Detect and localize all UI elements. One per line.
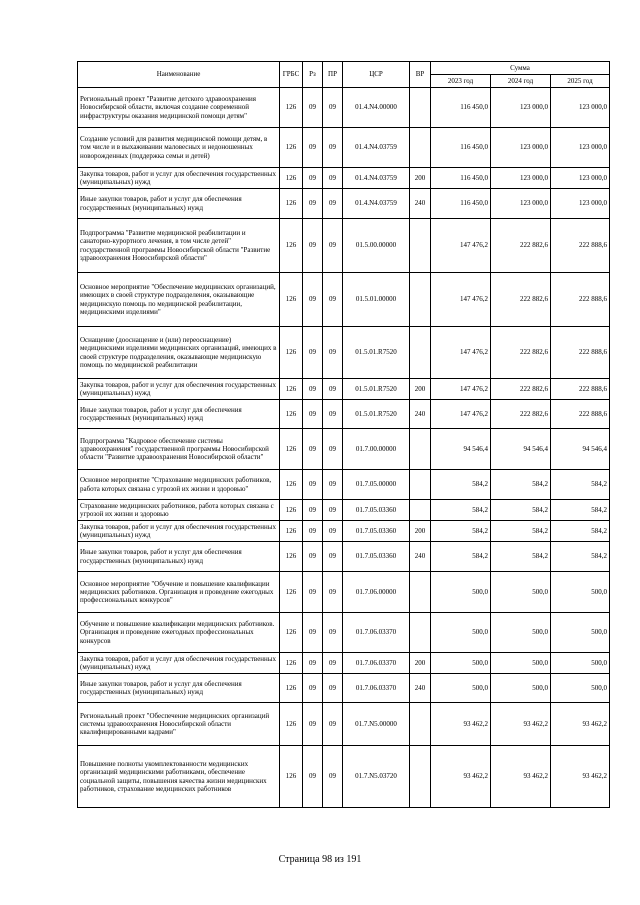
row-sum-2023-cell: 147 476,2 bbox=[431, 273, 491, 327]
row-sum-2024-cell: 222 882,6 bbox=[491, 327, 551, 379]
row-name-cell: Закупка товаров, работ и услуг для обеспечения государственных (муниципальных) нужд bbox=[78, 653, 280, 674]
row-name-cell: Подпрограмма "Кадровое обеспечение системы здравоохранения" государственной программы Новосибирской области "Развитие здравоохранения Новосибирской области" bbox=[78, 429, 280, 470]
page-number: Страница 98 из 191 bbox=[278, 854, 362, 865]
row-name-cell: Основное мероприятие "Страхование медицинских работников, работа которых связана с угрозой их жизни и здоровью" bbox=[78, 470, 280, 500]
table-row bbox=[78, 613, 610, 653]
header-vr: ВР bbox=[410, 62, 431, 88]
row-grbs-cell: 126 bbox=[280, 521, 303, 542]
row-sum-2024-cell: 123 000,0 bbox=[491, 128, 551, 168]
row-sum-2023-cell: 93 462,2 bbox=[431, 746, 491, 808]
row-rz-cell: 09 bbox=[303, 168, 323, 189]
row-grbs-cell: 126 bbox=[280, 400, 303, 429]
row-grbs-cell: 126 bbox=[280, 379, 303, 400]
row-csr-cell: 01.4.N4.00000 bbox=[343, 88, 410, 128]
row-name-cell: Закупка товаров, работ и услуг для обеспечения государственных (муниципальных) нужд bbox=[78, 379, 280, 400]
row-sum-2024-cell: 222 882,6 bbox=[491, 219, 551, 273]
header-sum: Сумма bbox=[431, 62, 610, 75]
row-sum-2023-cell: 147 476,2 bbox=[431, 379, 491, 400]
row-sum-2024-cell: 123 000,0 bbox=[491, 168, 551, 189]
row-csr-cell: 01.7.05.03360 bbox=[343, 521, 410, 542]
table-row bbox=[78, 470, 610, 500]
row-rz-cell: 09 bbox=[303, 613, 323, 653]
row-vr-cell bbox=[410, 88, 431, 128]
row-sum-2023-cell: 93 462,2 bbox=[431, 703, 491, 746]
row-sum-2025-cell: 222 888,6 bbox=[551, 400, 610, 429]
row-pr-cell: 09 bbox=[323, 327, 343, 379]
row-pr-cell: 09 bbox=[323, 572, 343, 613]
row-vr-cell: 200 bbox=[410, 653, 431, 674]
row-pr-cell: 09 bbox=[323, 168, 343, 189]
row-rz-cell: 09 bbox=[303, 703, 323, 746]
row-sum-2024-cell: 222 882,6 bbox=[491, 400, 551, 429]
row-sum-2023-cell: 147 476,2 bbox=[431, 219, 491, 273]
header-pr: ПР bbox=[323, 62, 343, 88]
row-sum-2025-cell: 500,0 bbox=[551, 674, 610, 703]
row-pr-cell: 09 bbox=[323, 542, 343, 572]
budget-table bbox=[77, 61, 610, 808]
table-row bbox=[78, 500, 610, 521]
row-pr-cell: 09 bbox=[323, 273, 343, 327]
row-sum-2024-cell: 93 462,2 bbox=[491, 746, 551, 808]
row-rz-cell: 09 bbox=[303, 327, 323, 379]
row-sum-2023-cell: 147 476,2 bbox=[431, 327, 491, 379]
row-sum-2025-cell: 222 888,6 bbox=[551, 379, 610, 400]
row-name-cell: Подпрограмма "Развитие медицинской реабилитации и санаторно-курортного лечения, в том числе детей" государственной программы Новосибирской области "Развитие здравоохранения Новосибирской области" bbox=[78, 219, 280, 273]
row-name-cell: Иные закупки товаров, работ и услуг для обеспечения государственных (муниципальных) нужд bbox=[78, 400, 280, 429]
row-rz-cell: 09 bbox=[303, 470, 323, 500]
row-vr-cell bbox=[410, 572, 431, 613]
row-vr-cell bbox=[410, 128, 431, 168]
row-vr-cell bbox=[410, 327, 431, 379]
row-sum-2024-cell: 584,2 bbox=[491, 542, 551, 572]
row-csr-cell: 01.7.05.03360 bbox=[343, 542, 410, 572]
table-row bbox=[78, 653, 610, 674]
row-sum-2025-cell: 222 888,6 bbox=[551, 273, 610, 327]
budget-table-sheet bbox=[77, 61, 609, 808]
row-pr-cell: 09 bbox=[323, 470, 343, 500]
row-grbs-cell: 126 bbox=[280, 128, 303, 168]
row-pr-cell: 09 bbox=[323, 429, 343, 470]
row-pr-cell: 09 bbox=[323, 379, 343, 400]
table-row bbox=[78, 746, 610, 808]
row-pr-cell: 09 bbox=[323, 400, 343, 429]
row-name-cell: Основное мероприятие "Обучение и повышение квалификации медицинских работников. Организация и проведение ежегодных профессиональных конкурсов" bbox=[78, 572, 280, 613]
header-name: Наименование bbox=[78, 62, 280, 88]
row-csr-cell: 01.4.N4.03759 bbox=[343, 128, 410, 168]
row-csr-cell: 01.5.01.00000 bbox=[343, 273, 410, 327]
table-row bbox=[78, 168, 610, 189]
row-grbs-cell: 126 bbox=[280, 219, 303, 273]
row-csr-cell: 01.7.06.03370 bbox=[343, 613, 410, 653]
table-row bbox=[78, 219, 610, 273]
row-vr-cell bbox=[410, 429, 431, 470]
row-sum-2025-cell: 500,0 bbox=[551, 653, 610, 674]
table-row bbox=[78, 273, 610, 327]
row-rz-cell: 09 bbox=[303, 653, 323, 674]
row-sum-2025-cell: 123 000,0 bbox=[551, 88, 610, 128]
row-name-cell: Повышение полноты укомплектованности медицинских организаций медицинскими работниками, обеспечение социальной защиты, повышения качества жизни медицинских работников, страхование медицинских работников bbox=[78, 746, 280, 808]
row-rz-cell: 09 bbox=[303, 379, 323, 400]
row-vr-cell bbox=[410, 500, 431, 521]
row-csr-cell: 01.7.N5.00000 bbox=[343, 703, 410, 746]
row-pr-cell: 09 bbox=[323, 219, 343, 273]
table-row bbox=[78, 542, 610, 572]
row-name-cell: Оснащение (дооснащение и (или) переоснащение) медицинскими изделиями медицинских организаций, имеющих в своей структуре подразделения, оказывающие медицинскую помощь по медицинской реабилитации bbox=[78, 327, 280, 379]
row-vr-cell: 200 bbox=[410, 521, 431, 542]
row-sum-2025-cell: 123 000,0 bbox=[551, 168, 610, 189]
row-grbs-cell: 126 bbox=[280, 470, 303, 500]
row-sum-2025-cell: 584,2 bbox=[551, 542, 610, 572]
row-pr-cell: 09 bbox=[323, 703, 343, 746]
row-rz-cell: 09 bbox=[303, 572, 323, 613]
table-row bbox=[78, 128, 610, 168]
row-name-cell: Иные закупки товаров, работ и услуг для обеспечения государственных (муниципальных) нужд bbox=[78, 674, 280, 703]
row-csr-cell: 01.7.00.00000 bbox=[343, 429, 410, 470]
row-grbs-cell: 126 bbox=[280, 273, 303, 327]
row-sum-2025-cell: 123 000,0 bbox=[551, 128, 610, 168]
row-pr-cell: 09 bbox=[323, 189, 343, 219]
table-row bbox=[78, 703, 610, 746]
table-row bbox=[78, 521, 610, 542]
table-row bbox=[78, 572, 610, 613]
row-sum-2024-cell: 94 546,4 bbox=[491, 429, 551, 470]
table-row bbox=[78, 429, 610, 470]
row-grbs-cell: 126 bbox=[280, 653, 303, 674]
row-sum-2025-cell: 222 888,6 bbox=[551, 219, 610, 273]
row-name-cell: Иные закупки товаров, работ и услуг для обеспечения государственных (муниципальных) нужд bbox=[78, 542, 280, 572]
row-sum-2024-cell: 500,0 bbox=[491, 613, 551, 653]
row-rz-cell: 09 bbox=[303, 219, 323, 273]
header-csr: ЦСР bbox=[343, 62, 410, 88]
row-sum-2024-cell: 123 000,0 bbox=[491, 88, 551, 128]
row-sum-2024-cell: 500,0 bbox=[491, 674, 551, 703]
row-vr-cell bbox=[410, 219, 431, 273]
row-rz-cell: 09 bbox=[303, 521, 323, 542]
row-csr-cell: 01.7.05.03360 bbox=[343, 500, 410, 521]
row-rz-cell: 09 bbox=[303, 746, 323, 808]
row-grbs-cell: 126 bbox=[280, 703, 303, 746]
row-grbs-cell: 126 bbox=[280, 613, 303, 653]
row-sum-2024-cell: 222 882,6 bbox=[491, 379, 551, 400]
row-name-cell: Страхование медицинских работников, работа которых связана с угрозой их жизни и здоровью bbox=[78, 500, 280, 521]
row-sum-2023-cell: 116 450,0 bbox=[431, 88, 491, 128]
row-sum-2024-cell: 222 882,6 bbox=[491, 273, 551, 327]
row-sum-2025-cell: 222 888,6 bbox=[551, 327, 610, 379]
row-csr-cell: 01.5.01.R7520 bbox=[343, 379, 410, 400]
row-sum-2023-cell: 500,0 bbox=[431, 674, 491, 703]
row-rz-cell: 09 bbox=[303, 542, 323, 572]
header-rz: Рз bbox=[303, 62, 323, 88]
row-csr-cell: 01.5.00.00000 bbox=[343, 219, 410, 273]
row-vr-cell: 200 bbox=[410, 379, 431, 400]
row-name-cell: Региональный проект "Обеспечение медицинских организаций системы здравоохранения Новосибирской области квалифицированными кадрами" bbox=[78, 703, 280, 746]
row-grbs-cell: 126 bbox=[280, 327, 303, 379]
table-row bbox=[78, 189, 610, 219]
table-row bbox=[78, 327, 610, 379]
row-csr-cell: 01.5.01.R7520 bbox=[343, 327, 410, 379]
row-csr-cell: 01.4.N4.03759 bbox=[343, 168, 410, 189]
row-grbs-cell: 126 bbox=[280, 746, 303, 808]
row-sum-2025-cell: 500,0 bbox=[551, 613, 610, 653]
row-grbs-cell: 126 bbox=[280, 572, 303, 613]
row-sum-2023-cell: 584,2 bbox=[431, 470, 491, 500]
row-name-cell: Обучение и повышение квалификации медицинских работников. Организация и проведение ежегодных профессиональных конкурсов bbox=[78, 613, 280, 653]
row-vr-cell: 200 bbox=[410, 168, 431, 189]
row-sum-2023-cell: 584,2 bbox=[431, 542, 491, 572]
row-vr-cell bbox=[410, 273, 431, 327]
row-sum-2023-cell: 147 476,2 bbox=[431, 400, 491, 429]
row-sum-2025-cell: 94 546,4 bbox=[551, 429, 610, 470]
row-vr-cell: 240 bbox=[410, 542, 431, 572]
row-grbs-cell: 126 bbox=[280, 88, 303, 128]
row-vr-cell: 240 bbox=[410, 674, 431, 703]
row-name-cell: Иные закупки товаров, работ и услуг для обеспечения государственных (муниципальных) нужд bbox=[78, 189, 280, 219]
row-rz-cell: 09 bbox=[303, 400, 323, 429]
row-pr-cell: 09 bbox=[323, 746, 343, 808]
row-rz-cell: 09 bbox=[303, 88, 323, 128]
header-year-2024: 2024 год bbox=[491, 75, 551, 88]
row-vr-cell bbox=[410, 613, 431, 653]
row-sum-2023-cell: 94 546,4 bbox=[431, 429, 491, 470]
table-row bbox=[78, 400, 610, 429]
row-name-cell: Закупка товаров, работ и услуг для обеспечения государственных (муниципальных) нужд bbox=[78, 521, 280, 542]
row-grbs-cell: 126 bbox=[280, 674, 303, 703]
table-row bbox=[78, 88, 610, 128]
row-sum-2023-cell: 500,0 bbox=[431, 572, 491, 613]
row-rz-cell: 09 bbox=[303, 273, 323, 327]
table-row bbox=[78, 674, 610, 703]
row-name-cell: Создание условий для развития медицинской помощи детям, в том числе и в выхаживании маловесных и недоношенных новорожденных (поддержка семьи и детей) bbox=[78, 128, 280, 168]
table-header bbox=[78, 62, 610, 88]
row-vr-cell: 240 bbox=[410, 189, 431, 219]
row-csr-cell: 01.5.01.R7520 bbox=[343, 400, 410, 429]
row-sum-2025-cell: 93 462,2 bbox=[551, 703, 610, 746]
row-sum-2024-cell: 584,2 bbox=[491, 521, 551, 542]
row-rz-cell: 09 bbox=[303, 500, 323, 521]
row-sum-2024-cell: 93 462,2 bbox=[491, 703, 551, 746]
row-pr-cell: 09 bbox=[323, 88, 343, 128]
row-grbs-cell: 126 bbox=[280, 429, 303, 470]
row-vr-cell bbox=[410, 703, 431, 746]
row-name-cell: Закупка товаров, работ и услуг для обеспечения государственных (муниципальных) нужд bbox=[78, 168, 280, 189]
row-pr-cell: 09 bbox=[323, 521, 343, 542]
row-rz-cell: 09 bbox=[303, 128, 323, 168]
row-csr-cell: 01.7.06.03370 bbox=[343, 674, 410, 703]
row-rz-cell: 09 bbox=[303, 429, 323, 470]
header-year-2023: 2023 год bbox=[431, 75, 491, 88]
table-row bbox=[78, 379, 610, 400]
row-name-cell: Региональный проект "Развитие детского здравоохранения Новосибирской области, включая создание современной инфраструктуры оказания медицинской помощи детям" bbox=[78, 88, 280, 128]
row-sum-2023-cell: 500,0 bbox=[431, 653, 491, 674]
row-sum-2023-cell: 584,2 bbox=[431, 521, 491, 542]
row-csr-cell: 01.7.05.00000 bbox=[343, 470, 410, 500]
row-pr-cell: 09 bbox=[323, 613, 343, 653]
row-sum-2024-cell: 584,2 bbox=[491, 470, 551, 500]
row-sum-2025-cell: 123 000,0 bbox=[551, 189, 610, 219]
table-body bbox=[78, 88, 610, 808]
row-pr-cell: 09 bbox=[323, 674, 343, 703]
row-grbs-cell: 126 bbox=[280, 189, 303, 219]
row-csr-cell: 01.4.N4.03759 bbox=[343, 189, 410, 219]
row-sum-2023-cell: 500,0 bbox=[431, 613, 491, 653]
row-name-cell: Основное мероприятие "Обеспечение медицинских организаций, имеющих в своей структуре подразделения, оказывающие медицинскую помощь по медицинской реабилитации, медицинскими изделиями" bbox=[78, 273, 280, 327]
row-sum-2023-cell: 116 450,0 bbox=[431, 189, 491, 219]
row-grbs-cell: 126 bbox=[280, 542, 303, 572]
row-pr-cell: 09 bbox=[323, 128, 343, 168]
row-csr-cell: 01.7.06.00000 bbox=[343, 572, 410, 613]
row-csr-cell: 01.7.06.03370 bbox=[343, 653, 410, 674]
row-sum-2023-cell: 116 450,0 bbox=[431, 128, 491, 168]
row-sum-2024-cell: 123 000,0 bbox=[491, 189, 551, 219]
row-pr-cell: 09 bbox=[323, 653, 343, 674]
row-sum-2024-cell: 500,0 bbox=[491, 653, 551, 674]
row-rz-cell: 09 bbox=[303, 674, 323, 703]
row-sum-2023-cell: 584,2 bbox=[431, 500, 491, 521]
row-sum-2025-cell: 500,0 bbox=[551, 572, 610, 613]
row-sum-2025-cell: 584,2 bbox=[551, 470, 610, 500]
row-pr-cell: 09 bbox=[323, 500, 343, 521]
row-grbs-cell: 126 bbox=[280, 500, 303, 521]
row-sum-2023-cell: 116 450,0 bbox=[431, 168, 491, 189]
row-grbs-cell: 126 bbox=[280, 168, 303, 189]
row-rz-cell: 09 bbox=[303, 189, 323, 219]
row-vr-cell bbox=[410, 470, 431, 500]
row-sum-2024-cell: 584,2 bbox=[491, 500, 551, 521]
row-sum-2025-cell: 584,2 bbox=[551, 521, 610, 542]
row-sum-2024-cell: 500,0 bbox=[491, 572, 551, 613]
row-csr-cell: 01.7.N5.03720 bbox=[343, 746, 410, 808]
header-grbs: ГРБС bbox=[280, 62, 303, 88]
row-sum-2025-cell: 93 462,2 bbox=[551, 746, 610, 808]
row-vr-cell: 240 bbox=[410, 400, 431, 429]
row-sum-2025-cell: 584,2 bbox=[551, 500, 610, 521]
header-year-2025: 2025 год bbox=[551, 75, 610, 88]
row-vr-cell bbox=[410, 746, 431, 808]
